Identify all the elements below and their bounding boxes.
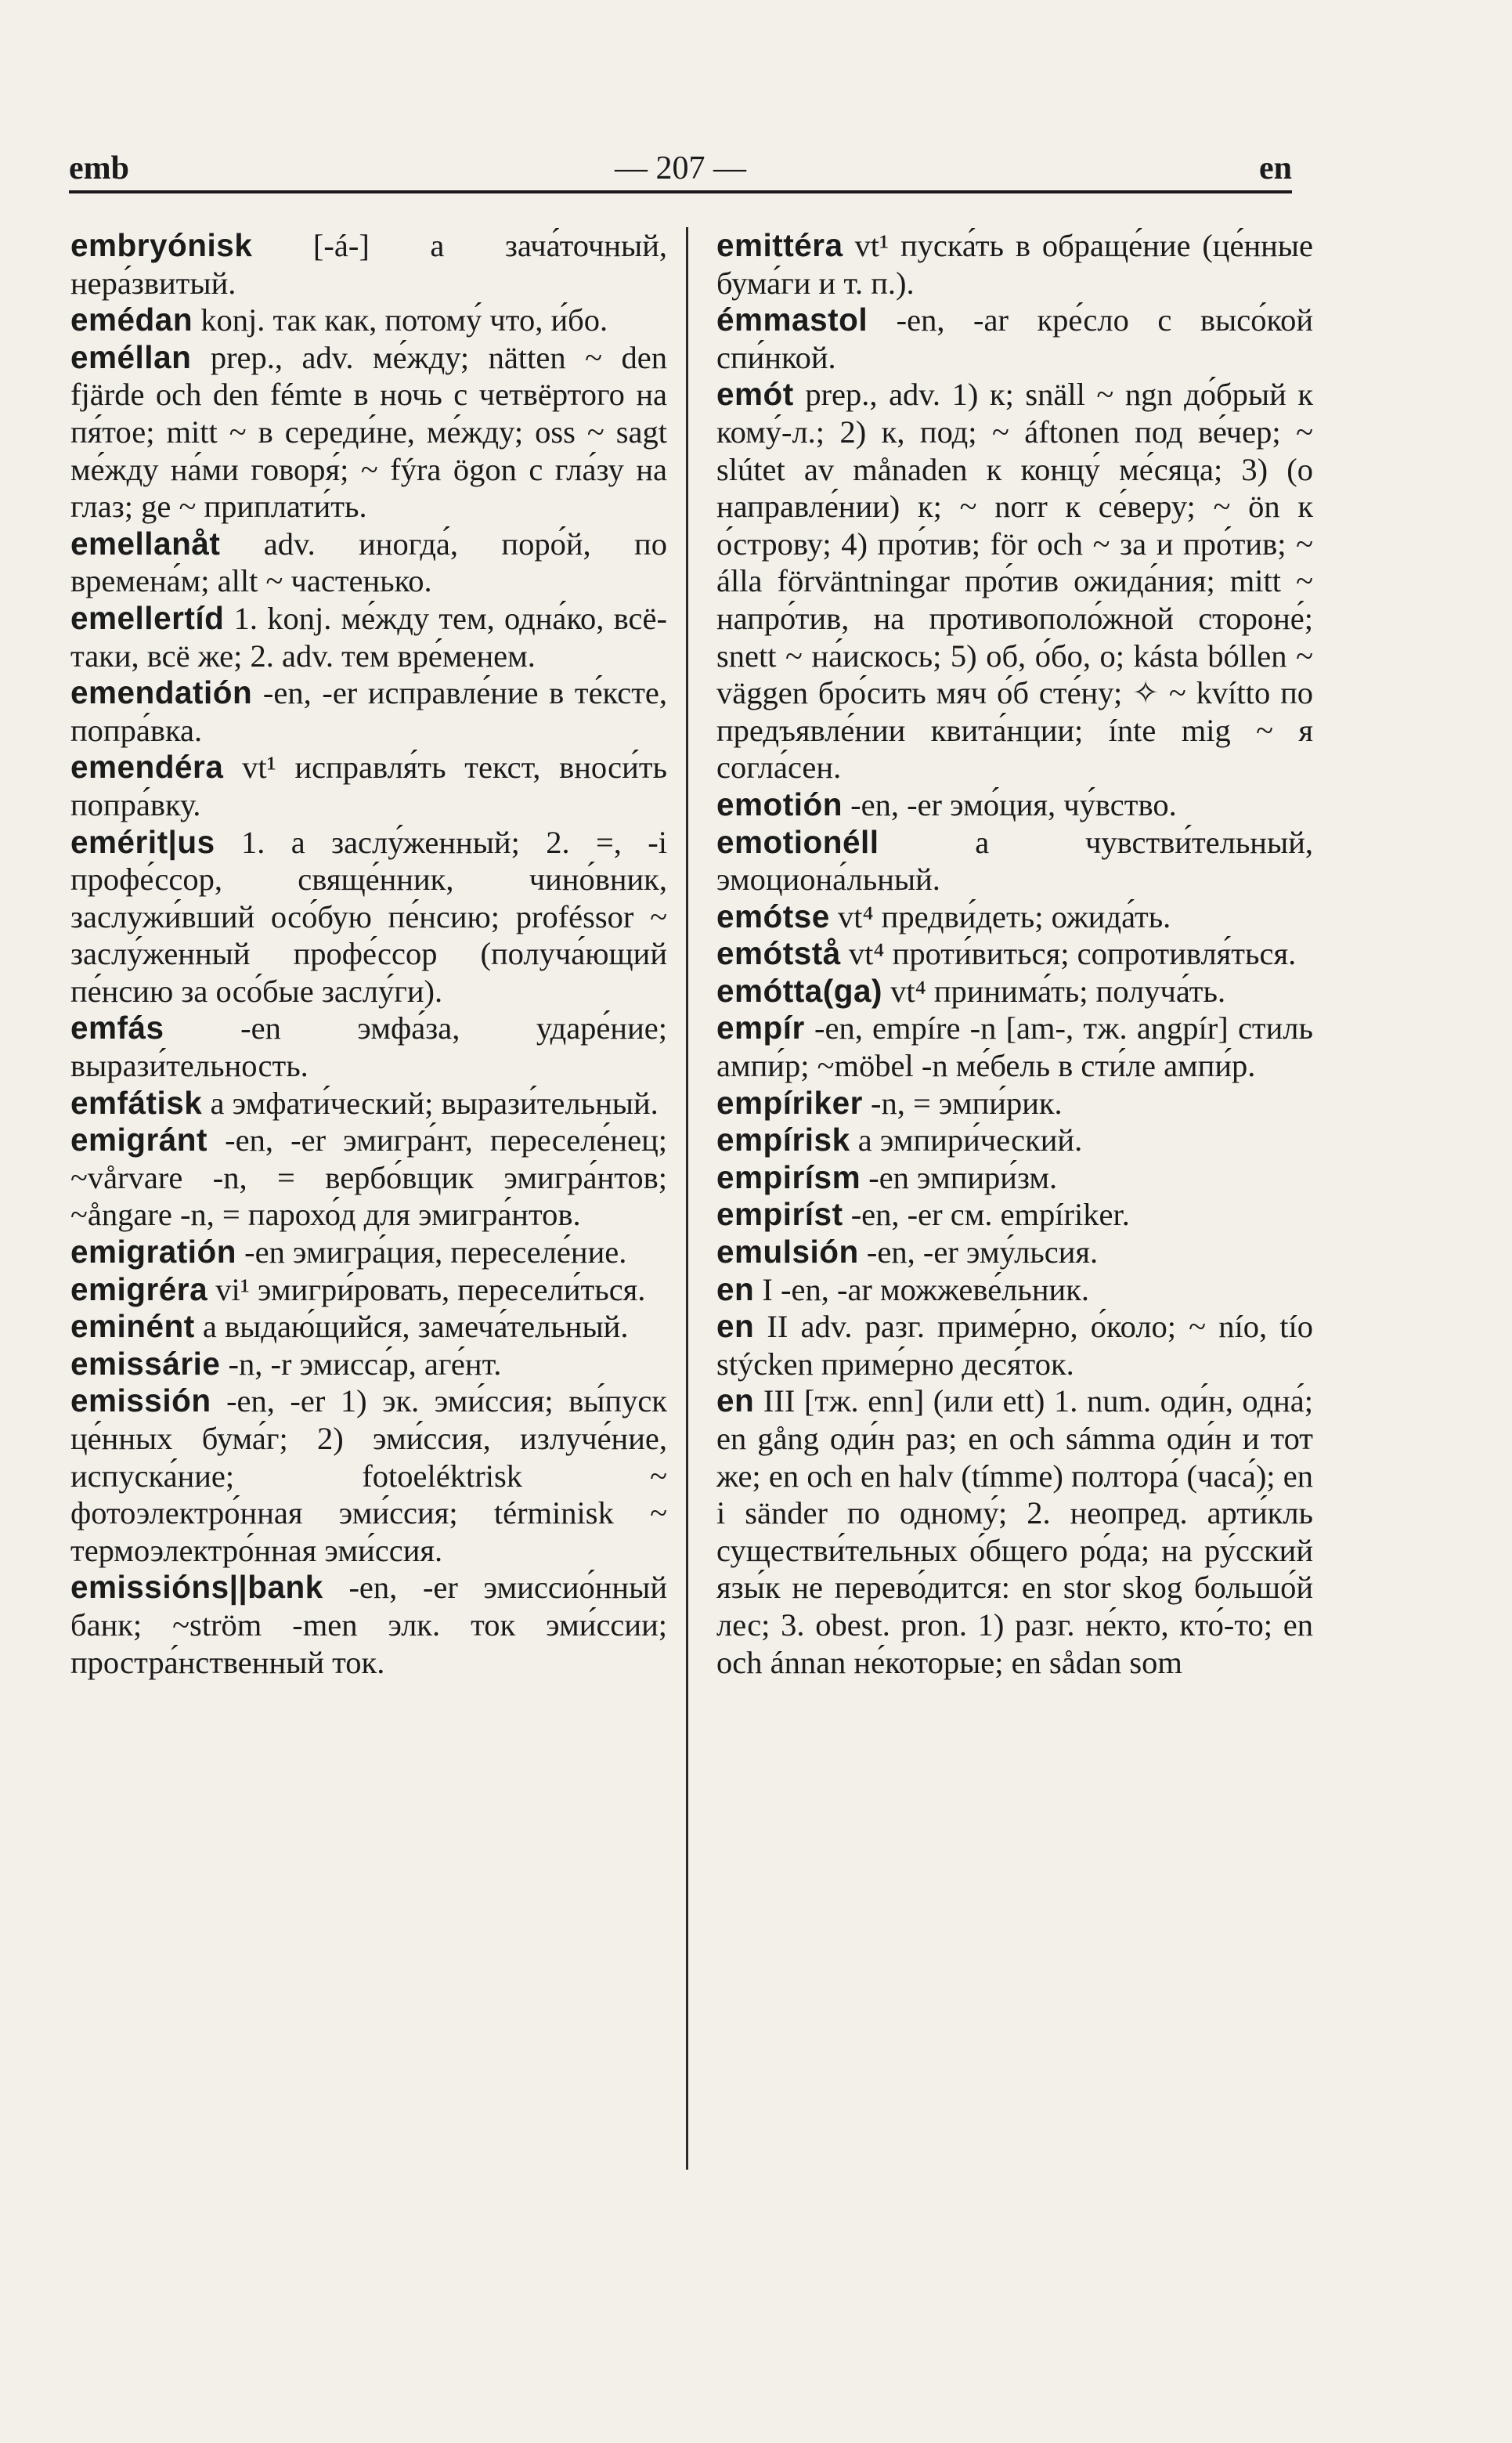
dictionary-entry [716,1271,1313,1309]
headword: emfátisk [70,1084,203,1121]
entry-definition: vt⁴ проти́виться; сопротивля́ться. [840,936,1297,972]
headword: emót [716,376,794,413]
dictionary-entry [70,1308,667,1346]
entry-definition: vt⁴ принима́ть; получа́ть. [882,973,1226,1009]
entry-definition: -en, -er эмигра́нт, переселе́нец; ~vårvare -n, = вербо́вщик эмигра́нтов; ~ångare -n, = парохо́д для эмигра́нтов. [70,1122,667,1233]
dictionary-entry [70,1569,667,1681]
headword: emóttа(ga) [716,972,883,1009]
headword: emigréra [70,1270,208,1307]
headword: empirísm [716,1158,861,1195]
page-number: — 207 — [615,150,746,186]
entry-definition: -en эмпири́зм. [861,1159,1058,1195]
entry-definition: -en, -er исправле́ние в те́ксте, попра́вка. [70,675,667,748]
entry-definition: prep., adv. 1) к; snäll ~ ngn до́брый к кому́-л.; 2) к, под; ~ áftonen под ве́чер; ~ slútet av månaden к концу́ ме́сяца; 3) (о направле́нии) к; ~ norr к се́веру; ~ ön к о́строву; 4) про́тив; för och ~ за и про́тив; ~ álla förväntningar про́тив ожида́ния; mitt ~ напро́тив, на противополо́жной стороне́; snett ~ на́искось; 5) об, о́бо, о; kásta bóllen ~ väggen бро́сить мяч о́б сте́ну; ✧ ~ kvítto по предъявле́нии квита́нции; ínte mig ~ я согла́сен. [716,377,1313,786]
header-left-guideword: emb [69,150,129,186]
dictionary-entry [716,227,1313,302]
dictionary-entry [70,1382,667,1569]
headword: emigránt [70,1122,208,1158]
dictionary-entry [716,786,1313,824]
headword: emfás [70,1010,164,1046]
dictionary-entry [716,1085,1313,1122]
dictionary-entry [716,824,1313,898]
headword: emittéra [716,227,843,263]
dictionary-entry [70,1010,667,1084]
dictionary-entry [70,339,667,526]
dictionary-entry [716,1159,1313,1197]
headword: en [716,1308,755,1345]
entry-definition: II adv. разг. приме́рно, о́коло; ~ nío, tío stýcken приме́рно деся́ток. [716,1309,1313,1382]
entry-definition: -en, -er см. empíriker. [843,1197,1130,1233]
entry-definition: -en, -er эмиссио́нный банк; ~ström -men элк. ток эми́ссии; простра́нственный ток. [70,1570,667,1680]
dictionary-entry [70,824,667,1010]
column-divider [686,227,688,2170]
entry-definition: prep., adv. ме́жду; nätten ~ den fjärde och den fémte в ночь с четвёртого на пя́тое; mitt ~ в середи́не, ме́жду; oss ~ sagt ме́жду на́ми говоря́; ~ fýra ögon с гла́зу на глаз; ge ~ приплати́ть. [70,339,667,525]
entry-definition: a чувстви́тельный, эмоциона́льный. [716,824,1313,898]
headword: emulsión [716,1234,859,1270]
headword: empíriker [716,1084,863,1121]
headword: emótstå [716,935,841,972]
entry-definition: -n, -r эмисса́р, аге́нт. [220,1346,502,1382]
dictionary-entry [70,1346,667,1383]
dictionary-entry [716,935,1313,973]
headword: empírisk [716,1122,850,1158]
headword: emédan [70,302,193,338]
headword: emellertíd [70,599,225,636]
entry-definition: -en, -er 1) эк. эми́ссия; вы́пуск це́нных бума́г; 2) эми́ссия, излуче́ние, испуска́ние; fotoeléktrisk ~ фотоэлектро́нная эми́ссия; términisk ~ термоэлектро́нная эми́ссия. [70,1383,667,1568]
headword: emotión [716,786,843,822]
entry-definition: 1. konj. ме́жду тем, одна́ко, всё-таки, всё же; 2. adv. тем вре́менем. [70,600,667,674]
headword: en [716,1382,755,1419]
entry-definition: -en эмигра́ция, переселе́ние. [236,1234,627,1270]
left-column [70,227,667,1681]
entry-definition: a эмфати́ческий; вырази́тельный. [202,1085,659,1121]
dictionary-entry [716,973,1313,1010]
headword: emigratión [70,1234,237,1270]
entry-definition: vt⁴ предви́деть; ожида́ть. [829,898,1171,934]
headword: emótse [716,898,830,934]
headword: emendatión [70,674,253,711]
entry-definition: a эмпири́ческий. [850,1122,1083,1158]
entry-definition: III [тж. enn] (или ett) 1. num. оди́н, одна́; en gång оди́н раз; en och sámma оди́н и тот же; en och en halv (tímme) полтора́ (часа́); en i sänder по одному́; 2. неопред. арти́кль существи́тельных о́бщего ро́да; на ру́сский язы́к не перево́дится: en stor skog большо́й лес; 3. obest. pron. 1) разг. не́кто, кто́-то; en och ánnan не́которые; en sådan som [716,1383,1313,1680]
dictionary-entry [70,1085,667,1122]
dictionary-entry [70,302,667,339]
entry-definition: -n, = эмпи́рик. [862,1085,1063,1121]
page-header [69,137,1292,192]
entry-definition: vt¹ пуска́ть в обраще́ние (це́нные бума́ги и т. п.). [716,228,1313,301]
headword: embryónisk [70,227,253,263]
dictionary-entry [716,1308,1313,1382]
entry-definition: 1. a заслу́женный; 2. =, -i профе́ссор, свяще́нник, чино́вник, заслужи́вший осо́бую пе́нсию; proféssor ~ заслу́женный профе́ссор (получа́ющий пе́нсию за осо́бые заслу́ги). [70,824,667,1009]
dictionary-entry [70,1122,667,1234]
dictionary-entry [716,376,1313,786]
headword: emissión [70,1382,211,1419]
headword: emendéra [70,749,224,786]
dictionary-entry [716,1010,1313,1084]
headword: empír [716,1010,805,1046]
dictionary-entry [716,302,1313,376]
entry-definition: vi¹ эмигри́ровать, пересели́ться. [207,1271,646,1307]
entry-definition: a выдаю́щийся, замеча́тельный. [194,1309,629,1345]
headword: émmastol [716,302,868,338]
dictionary-entry [70,674,667,749]
headword: emissárie [70,1345,221,1382]
dictionary-entry [70,1234,667,1271]
entry-definition: -en, -er эму́льсия. [858,1234,1099,1270]
entry-definition: [-á-] a зача́точный, нера́звитый. [70,228,667,301]
entry-definition: adv. иногда́, поро́й, по времена́м; allt ~ частенько. [70,526,667,599]
headword: emérit|us [70,823,215,860]
header-rule [69,190,1292,193]
entry-definition: I -en, -ar можжеве́льник. [754,1271,1090,1307]
headword: emotionéll [716,823,879,860]
headword: emissións||bank [70,1569,323,1606]
headword: eminént [70,1308,195,1345]
dictionary-entry [716,1382,1313,1681]
dictionary-entry [716,1234,1313,1271]
entry-definition: -en, empíre -n [am-, тж. angpír] стиль ампи́р; ~möbel -n ме́бель в сти́ле ампи́р. [716,1010,1313,1084]
entry-definition: -en эмфа́за, ударе́ние; вырази́тельность. [70,1010,667,1084]
entry-definition: vt¹ исправля́ть текст, вноси́ть попра́вку. [70,750,667,822]
dictionary-entry [716,1122,1313,1159]
entry-definition: -en, -er эмо́ция, чу́вство. [843,786,1177,822]
header-right-guideword: en [1259,150,1292,186]
entry-definition: -en, -ar кре́сло с высо́кой спи́нкой. [716,302,1313,375]
headword: en [716,1270,755,1307]
headword: eméllan [70,338,192,375]
headword: empiríst [716,1196,843,1233]
dictionary-entry [70,227,667,302]
dictionary-entry [70,600,667,674]
dictionary-entry [70,526,667,600]
dictionary-entry [716,1196,1313,1234]
entry-definition: konj. так как, потому́ что, и́бо. [193,302,608,338]
dictionary-entry [70,749,667,823]
dictionary-entry [70,1271,667,1309]
right-column [716,227,1313,1681]
dictionary-entry [716,898,1313,936]
headword: emellanåt [70,525,221,562]
